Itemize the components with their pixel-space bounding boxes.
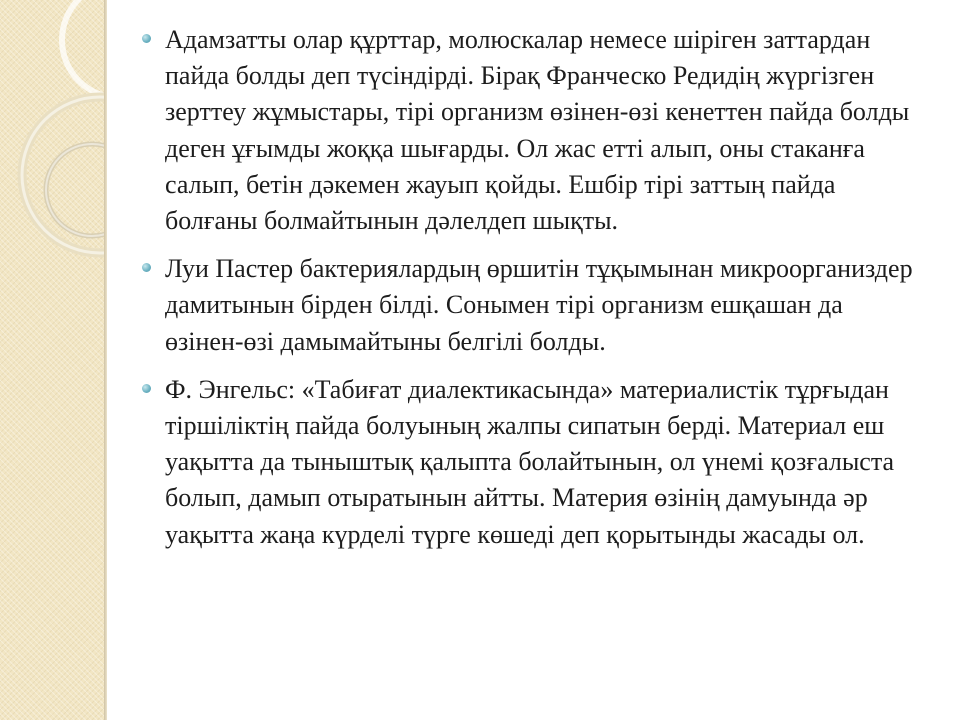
bullet-text: Луи Пастер бактериялардың өршитін тұқымынан микроорганиздер дамитынын бірден білді. Сонымен тірі организм ешқашан да өзінен-өзі дамымайтыны белгілі болды. bbox=[165, 254, 913, 356]
decorative-side-panel bbox=[0, 0, 104, 720]
decorative-rings-icon bbox=[0, 0, 104, 720]
bullet-item bbox=[140, 372, 920, 553]
bullet-list bbox=[140, 22, 920, 553]
bullet-item bbox=[140, 22, 920, 239]
bullet-dot-icon bbox=[142, 263, 151, 272]
bullet-item bbox=[140, 251, 920, 360]
slide-content bbox=[140, 22, 920, 565]
bullet-text: Ф. Энгельс: «Табиғат диалектикасында» материалистік тұрғыдан тіршіліктің пайда болуының жалпы сипатын берді. Материал еш уақытта да тыныштық қалыпта болайтынын, ол үнемі қозғалыста болып, дамып отыратынын айтты. Материя өзінің дамуында әр уақытта жаңа күрделі түрге көшеді деп қорытынды жасады ол. bbox=[165, 374, 895, 549]
bullet-dot-icon bbox=[142, 384, 151, 393]
bullet-dot-icon bbox=[142, 34, 151, 43]
bullet-text: Адамзатты олар құрттар, молюскалар немесе шіріген заттардан пайда болды деп түсіндірді. Бірақ Франческо Редидің жүргізген зерттеу жұмыстары, тірі организм өзінен-өзі кенеттен пайда болды деген ұғымды жоққа шығарды. Ол жас етті алып, оны стаканға салып, бетін дәкемен жауып қойды. Ешбір тірі заттың пайда болғаны болмайтынын дәлелдеп шықты. bbox=[165, 25, 910, 236]
side-panel-edge bbox=[104, 0, 107, 720]
